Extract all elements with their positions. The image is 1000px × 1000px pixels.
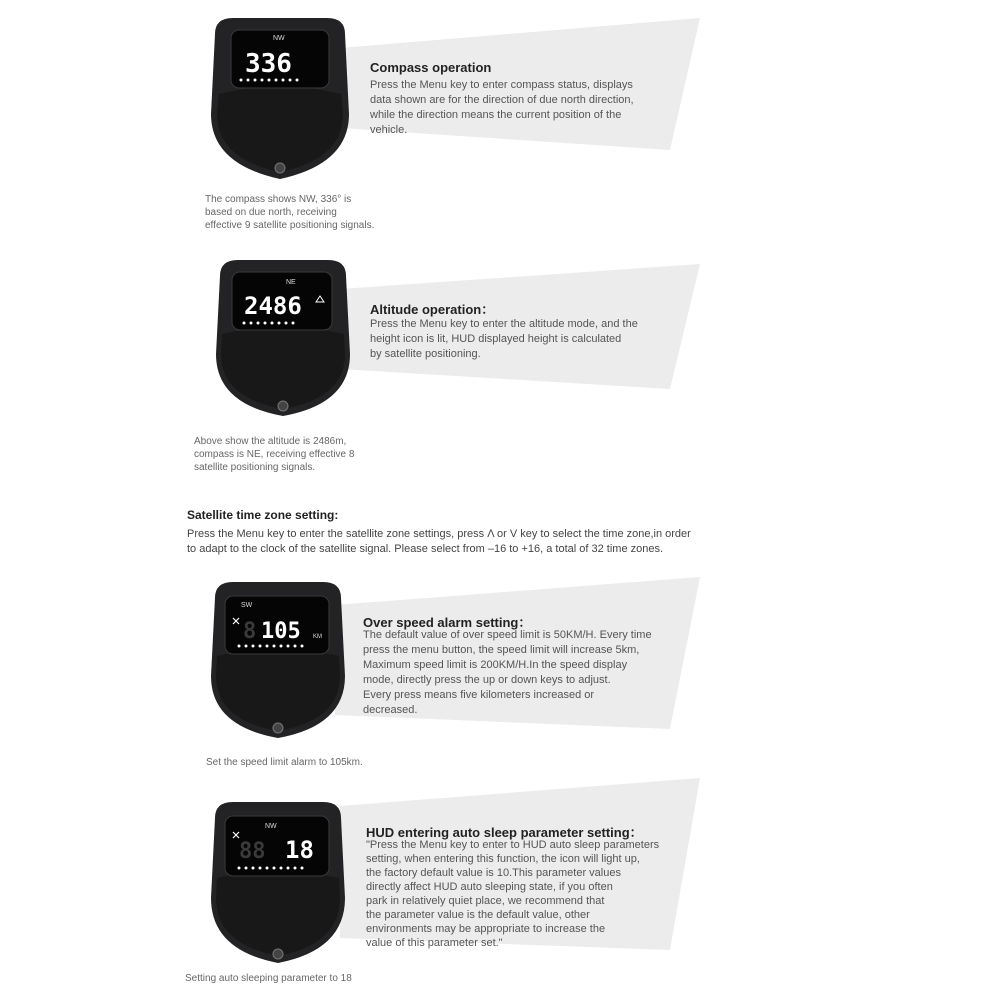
heading-label: NW [273,35,285,42]
section-text: Press the Menu key to enter the altitude mode, and the height icon is lit, HUD displayed height is calculated by satellite positioning. [370,318,638,360]
timezone-title: Satellite time zone setting: [187,508,339,522]
display-number: 2486 [244,292,302,320]
hud-device-overspeed [203,578,353,743]
ghost-digit: 88 [239,839,266,864]
heading-label: SW [241,602,253,609]
menu-key[interactable] [275,163,285,173]
compass-banner [340,18,700,150]
hud-device-autosleep [203,798,353,968]
display-number: 336 [245,49,292,79]
satellite-dots [240,79,299,82]
caption-autosleep: Setting auto sleeping parameter to 18 [185,973,352,984]
menu-key[interactable] [273,949,283,959]
unit-label: KM [313,634,322,640]
ghost-digit: 8 [243,619,257,644]
overspeed-banner [335,577,700,729]
caption-compass: The compass shows NW, 336° is based on due north, receiving effective 9 satellite positioning signals. [205,194,375,231]
heading-label: NW [265,823,277,830]
section-title: HUD entering auto sleep parameter setting： [366,825,643,840]
caption-overspeed: Set the speed limit alarm to 105km. [206,757,363,768]
section-title: Altitude operation： [370,302,495,317]
hud-device-altitude [208,256,358,421]
menu-key[interactable] [273,723,283,733]
autosleep-banner [340,778,700,950]
caption-altitude: Above show the altitude is 2486m, compass is NE, receiving effective 8 satellite positioning signals. [194,436,355,473]
menu-key[interactable] [278,401,288,411]
hud-device-compass [205,14,355,184]
section-text: Press the Menu key to enter compass status, displays data shown are for the direction of due north direction, while the direction means the current position of the vehicle. [370,79,634,136]
display-number: 18 [285,836,314,864]
section-title: Over speed alarm setting： [363,615,532,630]
section-text: "Press the Menu key to enter to HUD auto sleep parameters setting, when entering this function, the icon will light up, the factory default value is 10.This parameter values directly affect HUD auto sleeping state, if you often park in relatively quiet place, we recommend that the parameter value is the default value, other environments may be appropriate to increase the value of this parameter set." [366,839,660,949]
display-number: 105 [261,619,301,644]
section-text: The default value of over speed limit is 50KM/H. Every time press the menu button, the speed limit will increase 5km, Maximum speed limit is 200KM/H.In the speed display mode, directly press the up or down keys to adjust. Every press means five kilometers increased or decreased. [363,629,652,716]
altitude-banner [340,264,700,389]
heading-label: NE [286,279,296,286]
timezone-text: Press the Menu key to enter the satellite zone settings, press Λ or V key to select the time zone,in order to adapt to the clock of the satellite signal. Please select from –16 to +16, a total of 32 time zones. [187,528,691,555]
section-title: Compass operation [370,60,492,75]
